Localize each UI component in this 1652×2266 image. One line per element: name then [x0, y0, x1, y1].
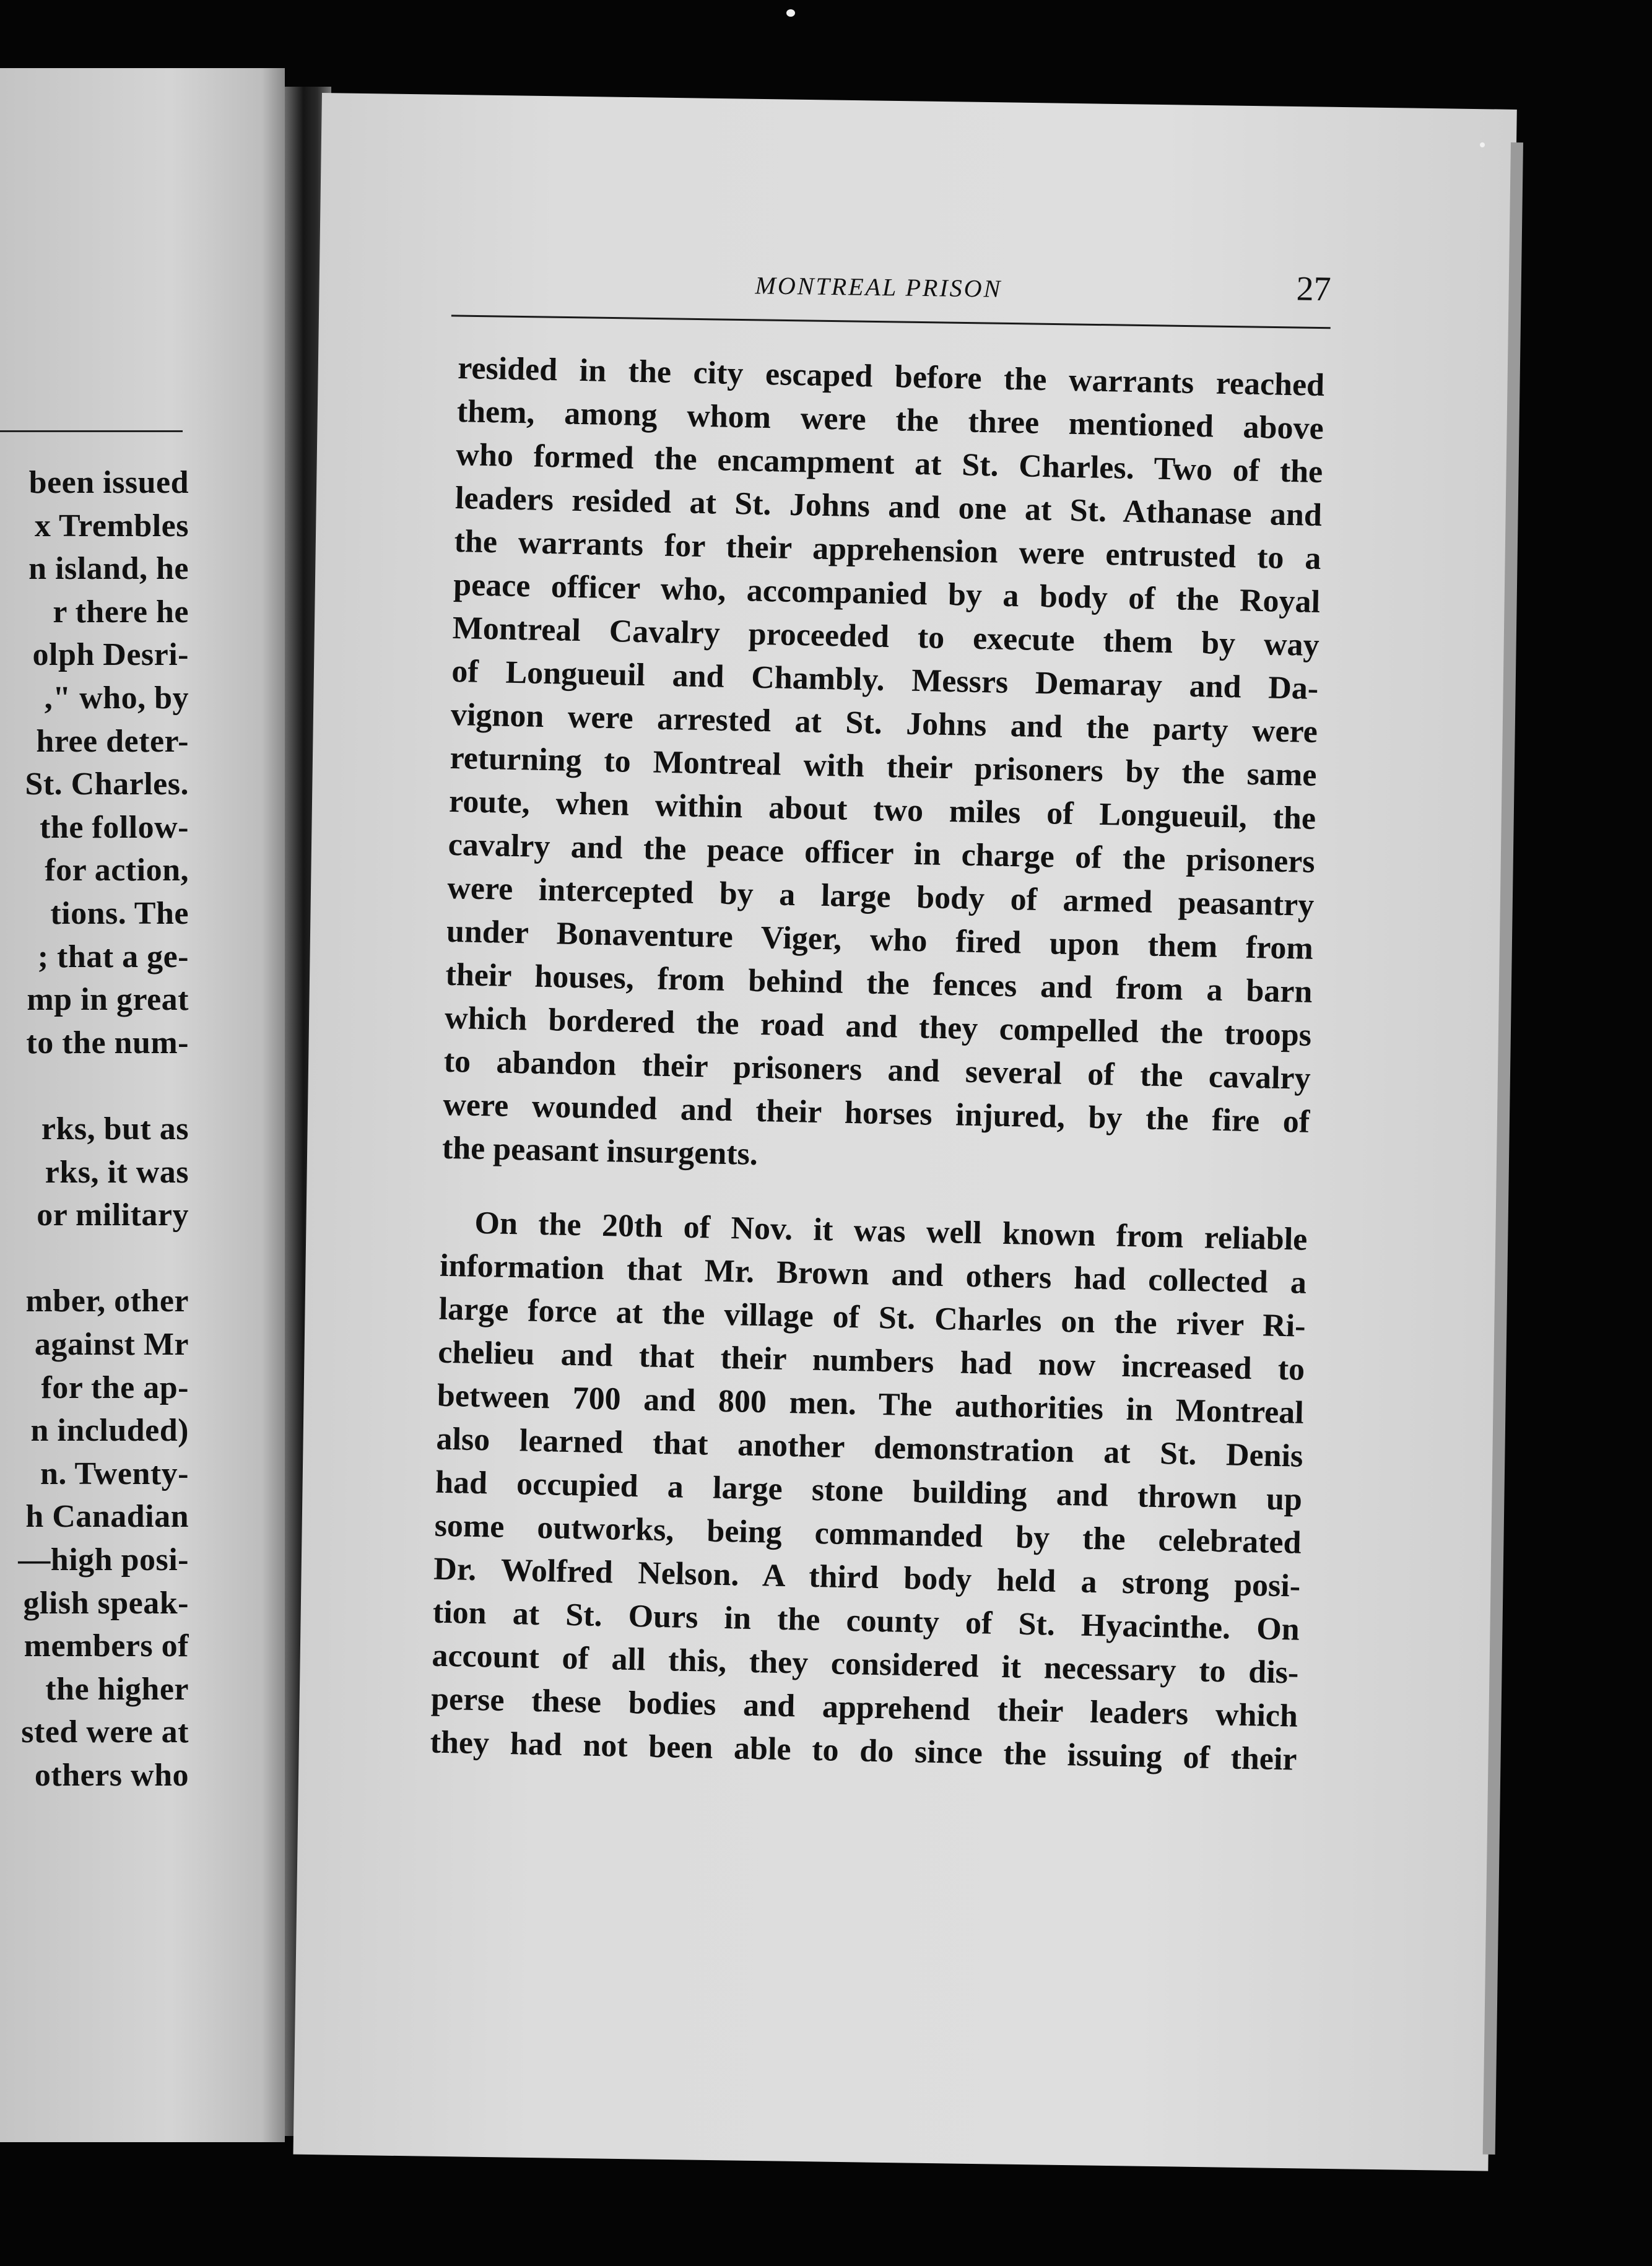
- film-speck: [786, 9, 795, 17]
- left-page-line: x Trembles: [34, 508, 189, 544]
- left-page-line: for action,: [45, 853, 189, 888]
- left-page-line: sted were at: [21, 1714, 189, 1750]
- left-page-line: ; that a ge-: [37, 939, 189, 975]
- text-line: vignon were arrested at St. Johns and the party were: [450, 697, 1318, 750]
- left-page-rule: [0, 430, 183, 432]
- text-line: returning to Montreal with their prisoners by the same: [450, 740, 1317, 793]
- text-line: chelieu and that their numbers had now increased to: [437, 1334, 1305, 1387]
- text-line: between 700 and 800 men. The authorities in Montreal: [437, 1378, 1305, 1431]
- text-line: information that Mr. Brown and others had collected a: [439, 1248, 1307, 1301]
- text-line: them, among whom were the three mentioned above: [456, 393, 1324, 447]
- text-line: On the 20th of Nov. it was well known from reliable: [474, 1205, 1308, 1257]
- left-page-line: mp in great: [27, 982, 189, 1017]
- text-line: leaders resided at St. Johns and one at St. Athanase and: [454, 480, 1323, 534]
- text-line: cavalry and the peace officer in charge of the prisoners: [448, 827, 1316, 880]
- text-line: were intercepted by a large body of armed peasantry: [446, 870, 1315, 923]
- text-line: peace officer who, accompanied by a body of the Royal: [453, 566, 1321, 620]
- left-page-line: for the ap-: [41, 1370, 189, 1405]
- left-page: [0, 68, 285, 2142]
- left-page-line: ," who, by: [44, 680, 189, 716]
- text-line: also learned that another demonstration at St. Denis: [436, 1421, 1303, 1474]
- left-page-line: members of: [24, 1628, 189, 1664]
- left-page-line: n included): [30, 1413, 189, 1448]
- text-line: their houses, from behind the fences and from a barn: [445, 957, 1313, 1010]
- left-page-line: against Mr: [34, 1327, 189, 1362]
- text-line: some outworks, being commanded by the celebrated: [434, 1508, 1302, 1561]
- left-page-line: rks, it was: [45, 1155, 189, 1190]
- running-head: MONTREAL PRISON: [755, 271, 1002, 303]
- left-page-line: —high posi-: [18, 1542, 189, 1578]
- body-text: [430, 347, 1325, 1782]
- text-line: resided in the city escaped before the warrants reached: [457, 350, 1325, 404]
- text-line: of Longueuil and Chambly. Messrs Demaray and Da-: [451, 653, 1319, 706]
- text-line: the peasant insurgents.: [441, 1130, 759, 1172]
- text-line: account of all this, they considered it necessary to dis-: [431, 1638, 1299, 1691]
- left-page-line: rks, but as: [41, 1111, 189, 1147]
- left-page-line: h Canadian: [25, 1499, 189, 1534]
- left-page-line: n. Twenty-: [40, 1456, 189, 1491]
- text-line: who formed the encampment at St. Charles. Two of the: [455, 436, 1323, 490]
- left-page-line: the follow-: [40, 810, 189, 845]
- paragraph-1: [441, 347, 1324, 1187]
- text-line: tion at St. Ours in the county of St. Hyacinthe. On: [432, 1594, 1300, 1647]
- text-line: which bordered the road and they compelled the troops: [444, 1000, 1312, 1053]
- text-line: route, when within about two miles of Longueuil, the: [448, 783, 1316, 836]
- paragraph-2: [430, 1201, 1308, 1782]
- left-page-line: r there he: [53, 594, 189, 630]
- left-page-line: been issued: [28, 465, 189, 500]
- left-page-line: to the num-: [26, 1025, 189, 1061]
- left-page-line: St. Charles.: [25, 766, 189, 802]
- text-line: perse these bodies and apprehend their leaders which: [430, 1681, 1298, 1734]
- text-line: large force at the village of St. Charles on the river Ri-: [438, 1291, 1306, 1344]
- left-page-line: hree deter-: [36, 724, 189, 759]
- left-page-line: mber, other: [25, 1283, 189, 1319]
- left-page-line: olph Desri-: [32, 637, 189, 672]
- text-line: Dr. Wolfred Nelson. A third body held a strong posi-: [433, 1551, 1301, 1604]
- text-line: Montreal Cavalry proceeded to execute them by way: [452, 610, 1320, 664]
- text-line: under Bonaventure Viger, who fired upon them from: [446, 913, 1314, 966]
- left-page-line: or military: [37, 1197, 189, 1233]
- left-page-line: the higher: [45, 1672, 189, 1707]
- left-page-line: others who: [34, 1758, 189, 1793]
- left-page-line: glish speak-: [23, 1586, 189, 1621]
- page-number: 27: [1296, 269, 1332, 309]
- text-line: they had not been able to do since the issuing of their: [430, 1724, 1298, 1778]
- left-page-line: n island, he: [28, 551, 189, 586]
- text-line: had occupied a large stone building and thrown up: [435, 1464, 1303, 1517]
- text-line: to abandon their prisoners and several of the cavalry: [443, 1043, 1311, 1096]
- text-line: the warrants for their apprehension were entrusted to a: [454, 523, 1321, 577]
- film-speck: [1480, 142, 1485, 147]
- text-line: were wounded and their horses injured, by the fire of: [442, 1087, 1310, 1140]
- left-page-line: tions. The: [50, 896, 189, 931]
